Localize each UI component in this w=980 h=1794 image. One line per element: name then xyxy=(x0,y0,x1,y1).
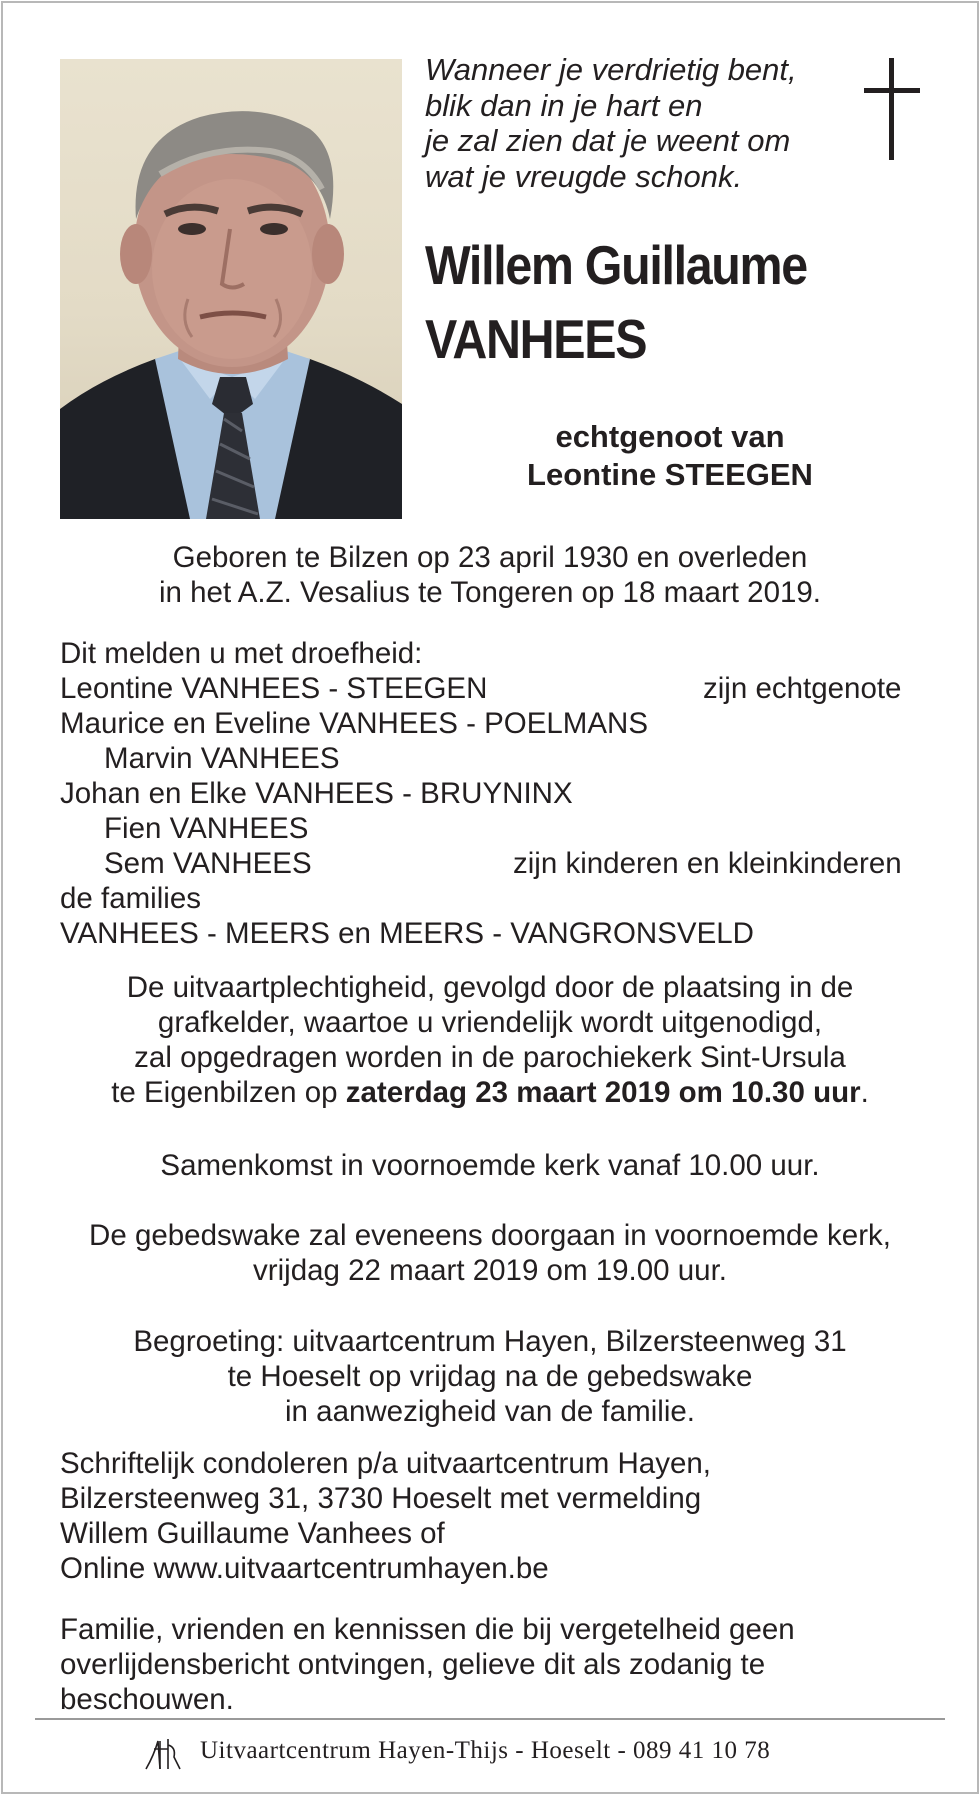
condolence-line: Online www.uitvaartcentrumhayen.be xyxy=(60,1552,549,1585)
notice-line: overlijdensbericht ontvingen, gelieve dit als zodanig te xyxy=(60,1648,766,1681)
deceased-surname: VANHEES xyxy=(425,308,647,370)
text-line: te Hoeselt op vrijdag na de gebedswake xyxy=(227,1360,753,1393)
footer-text: Uitvaartcentrum Hayen-Thijs - Hoeselt - 089 41 10 78 xyxy=(200,1737,771,1764)
text-line: De gebedswake zal eveneens doorgaan in voornoemde kerk, xyxy=(89,1219,891,1252)
cross-icon xyxy=(864,58,920,165)
deceased-name xyxy=(425,228,807,376)
deceased-first-names: Willem Guillaume xyxy=(425,234,807,296)
condolence-line: Willem Guillaume Vanhees of xyxy=(60,1517,445,1550)
mourner-line: Leontine VANHEES - STEEGEN xyxy=(60,672,488,705)
text-line: grafkelder, waartoe u vriendelijk wordt uitgenodigd, xyxy=(157,1006,823,1039)
poem-line: blik dan in je hart en xyxy=(425,87,703,123)
text-line: Begroeting: uitvaartcentrum Hayen, Bilzersteenweg 31 xyxy=(133,1325,847,1358)
mourner-line: VANHEES - MEERS en MEERS - VANGRONSVELD xyxy=(60,917,754,950)
funeral-home-logo xyxy=(140,1733,188,1773)
notice-line: beschouwen. xyxy=(60,1683,234,1716)
spouse-name: Leontine STEEGEN xyxy=(527,457,813,492)
portrait-photo xyxy=(60,59,402,519)
text-line: in aanwezigheid van de familie. xyxy=(285,1395,695,1428)
notice-line: Familie, vrienden en kennissen die bij vergetelheid geen xyxy=(60,1613,795,1646)
mourners-intro: Dit melden u met droefheid: xyxy=(60,637,423,670)
text-line xyxy=(40,1075,940,1110)
relation-children: zijn kinderen en kleinkinderen xyxy=(513,847,902,880)
footer xyxy=(140,1733,900,1773)
condolence-line: Bilzersteenweg 31, 3730 Hoeselt met vermelding xyxy=(60,1482,702,1515)
text-line: Samenkomst in voornoemde kerk vanaf 10.00 uur. xyxy=(160,1149,820,1182)
mourner-line: de families xyxy=(60,882,202,915)
greeting-text xyxy=(40,1324,940,1429)
text-line: in het A.Z. Vesalius te Tongeren op 18 maart 2019. xyxy=(158,576,821,609)
funeral-suffix: . xyxy=(860,1076,869,1109)
footer-divider xyxy=(35,1718,945,1720)
text-line: Geboren te Bilzen op 23 april 1930 en overleden xyxy=(172,541,808,574)
text-line: De uitvaartplechtigheid, gevolgd door de plaatsing in de xyxy=(126,971,854,1004)
spouse-relation: echtgenoot van xyxy=(555,419,785,454)
mourner-line: Sem VANHEES xyxy=(104,847,312,880)
condolence-line: Schriftelijk condoleren p/a uitvaartcentrum Hayen, xyxy=(60,1447,711,1480)
mourner-line: Maurice en Eveline VANHEES - POELMANS xyxy=(60,707,649,740)
funeral-text xyxy=(40,970,940,1110)
gathering-text xyxy=(40,1148,940,1183)
poem-line: Wanneer je verdrietig bent, xyxy=(425,52,797,87)
spouse-block xyxy=(485,418,855,494)
relation-spouse: zijn echtgenote xyxy=(703,672,902,705)
memorial-poem xyxy=(425,52,797,194)
mourner-line: Marvin VANHEES xyxy=(104,742,340,775)
mourner-line: Fien VANHEES xyxy=(104,812,309,845)
poem-line: je zal zien dat je weent om xyxy=(425,123,791,158)
text-line: vrijdag 22 maart 2019 om 19.00 uur. xyxy=(253,1254,727,1287)
birth-death-text xyxy=(40,540,940,610)
vigil-text xyxy=(40,1218,940,1288)
mourner-line: Johan en Elke VANHEES - BRUYNINX xyxy=(60,777,573,810)
funeral-prefix: te Eigenbilzen op xyxy=(111,1076,346,1109)
text-line: zal opgedragen worden in de parochiekerk Sint-Ursula xyxy=(134,1041,846,1074)
poem-line: wat je vreugde schonk. xyxy=(425,158,743,194)
funeral-date-time: zaterdag 23 maart 2019 om 10.30 uur xyxy=(345,1076,861,1109)
